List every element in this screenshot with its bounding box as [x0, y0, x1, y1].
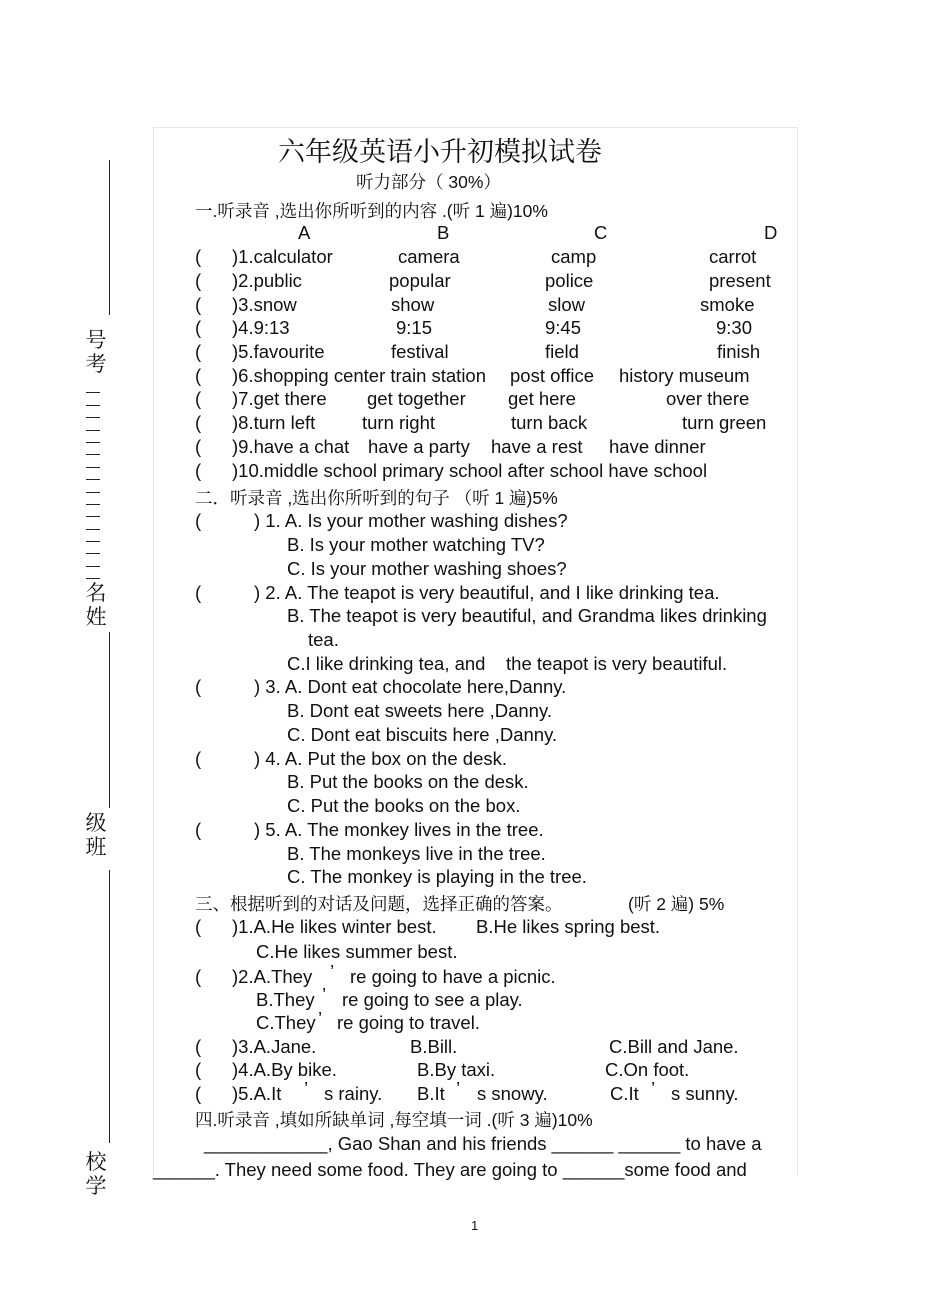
- choice-c: C. Put the books on the box.: [287, 795, 521, 816]
- item-option: turn right: [362, 412, 436, 433]
- item-option: get together: [367, 388, 466, 409]
- item-option: police: [545, 270, 594, 291]
- choice-b-continued: re going to see a play.: [342, 989, 523, 1010]
- item-option: present: [709, 270, 771, 291]
- choice-a: )4.A.By bike.: [232, 1059, 337, 1080]
- answer-bracket: (: [195, 510, 202, 531]
- item-option: slow: [548, 294, 586, 315]
- choice-a: ) 3. A. Dont eat chocolate here,Danny.: [254, 676, 567, 697]
- apostrophe: ’: [318, 1008, 323, 1029]
- item-option: )3.snow: [232, 294, 297, 315]
- item-option: )9.have a chat: [232, 436, 350, 457]
- choice-b: B. Dont eat sweets here ,Danny.: [287, 700, 552, 721]
- listening-subtitle: 听力部分（ 30%）: [356, 172, 501, 192]
- item-option: post office: [510, 365, 594, 386]
- item-option: finish: [717, 341, 761, 362]
- item-option: )6.shopping center train station: [232, 365, 487, 386]
- apostrophe: ’: [330, 961, 335, 982]
- cloze-line-2: ______. They need some food. They are going to ______some food and: [153, 1159, 747, 1180]
- item-option: )4.9:13: [232, 317, 290, 338]
- answer-bracket: (: [195, 246, 202, 267]
- answer-bracket: (: [195, 436, 202, 457]
- option-b: B: [437, 222, 450, 243]
- binding-line: [109, 632, 110, 808]
- item-option: carrot: [709, 246, 757, 267]
- answer-bracket: (: [195, 388, 202, 409]
- choice-c: C.They: [256, 1012, 316, 1033]
- apostrophe: ’: [456, 1078, 461, 1099]
- binding-line: [109, 160, 110, 315]
- item-option: turn back: [511, 412, 588, 433]
- answer-bracket: (: [195, 748, 202, 769]
- item-option: )1.calculator: [232, 246, 333, 267]
- option-d: D: [764, 222, 778, 243]
- choice-a: ) 5. A. The monkey lives in the tree.: [254, 819, 544, 840]
- choice-c: C. Dont eat biscuits here ,Danny.: [287, 724, 558, 745]
- answer-bracket: (: [195, 294, 202, 315]
- choice-c: C.He likes summer best.: [256, 941, 458, 962]
- exam-title: 六年级英语小升初模拟试卷: [278, 137, 602, 168]
- choice-c-continued: s sunny.: [671, 1083, 739, 1104]
- answer-bracket: (: [195, 916, 202, 937]
- choice-c: C. Is your mother washing shoes?: [287, 558, 567, 579]
- choice-a: ) 1. A. Is your mother washing dishes?: [254, 510, 568, 531]
- choice-a: )5.A.It: [232, 1083, 282, 1104]
- answer-bracket: (: [195, 1083, 202, 1104]
- apostrophe: ’: [322, 984, 327, 1005]
- choice-c: C. The monkey is playing in the tree.: [287, 866, 587, 887]
- answer-bracket: (: [195, 412, 202, 433]
- item-option: turn green: [682, 412, 767, 433]
- choice-c: C.It: [610, 1083, 639, 1104]
- choice-a: ) 2. A. The teapot is very beautiful, and I like drinking tea.: [254, 582, 720, 603]
- item-option: have a party: [368, 436, 470, 457]
- name-label: 名姓: [85, 581, 107, 629]
- part3-heading: 三、根据听到的对话及问题，选择正确的答案。: [195, 894, 563, 914]
- item-option: camera: [398, 246, 460, 267]
- exam-number-blank: [86, 381, 100, 579]
- item-option: field: [545, 341, 579, 362]
- cloze-line-1: ____________, Gao Shan and his friends ______ ______ to have a: [204, 1133, 762, 1154]
- choice-b-continued: s snowy.: [477, 1083, 548, 1104]
- choice-b: B.They: [256, 989, 315, 1010]
- item-option: )8.turn left: [232, 412, 316, 433]
- item-option: 9:30: [716, 317, 753, 338]
- item-option: festival: [391, 341, 449, 362]
- part4-heading: 四.听录音 ,填如所缺单词 ,每空填一词 .(听 3 遍)10%: [195, 1110, 593, 1130]
- item-option: camp: [551, 246, 597, 267]
- item-option: smoke: [700, 294, 755, 315]
- answer-bracket: (: [195, 460, 202, 481]
- item-option: popular: [389, 270, 451, 291]
- answer-bracket: (: [195, 341, 202, 362]
- choice-c-continued: re going to travel.: [337, 1012, 480, 1033]
- answer-bracket: (: [195, 270, 202, 291]
- choice-b: B.He likes spring best.: [476, 916, 661, 937]
- item-option: over there: [666, 388, 750, 409]
- part2-heading: 二．听录音 ,选出你所听到的句子 （听 1 遍)5%: [195, 488, 558, 508]
- choice-a-continued: s rainy.: [324, 1083, 383, 1104]
- choice-b: B. The teapot is very beautiful, and Grandma likes drinking: [287, 605, 767, 626]
- answer-bracket: (: [195, 582, 202, 603]
- answer-bracket: (: [195, 819, 202, 840]
- choice-a-continued: re going to have a picnic.: [350, 966, 556, 987]
- choice-c: C.On foot.: [605, 1059, 690, 1080]
- item-option: have dinner: [609, 436, 706, 457]
- choice-b-continued: tea.: [308, 629, 339, 650]
- part1-heading: 一.听录音 ,选出你所听到的内容 .(听 1 遍)10%: [195, 201, 548, 221]
- choice-b: B. Put the books on the desk.: [287, 771, 529, 792]
- binding-line: [109, 870, 110, 1143]
- option-a: A: [298, 222, 311, 243]
- page-number: 1: [471, 1218, 479, 1233]
- apostrophe: ’: [651, 1078, 656, 1099]
- choice-b: B.By taxi.: [417, 1059, 496, 1080]
- choice-b: B. The monkeys live in the tree.: [287, 843, 546, 864]
- school-label: 校学: [85, 1150, 107, 1198]
- part3-heading-tail: (听 2 遍) 5%: [628, 894, 725, 914]
- choice-b: B.Bill.: [410, 1036, 458, 1057]
- item-option: 9:15: [396, 317, 433, 338]
- item-option: have a rest: [491, 436, 583, 457]
- choice-b: B.It: [417, 1083, 445, 1104]
- choice-b: B. Is your mother watching TV?: [287, 534, 545, 555]
- item-option: 9:45: [545, 317, 582, 338]
- apostrophe: ’: [304, 1078, 309, 1099]
- item-option: )2.public: [232, 270, 302, 291]
- choice-a: )1.A.He likes winter best.: [232, 916, 437, 937]
- item-option: history museum: [619, 365, 750, 386]
- choice-a: )3.A.Jane.: [232, 1036, 317, 1057]
- item-option: )5.favourite: [232, 341, 325, 362]
- choice-c: C.I like drinking tea, and the teapot is very beautiful.: [287, 653, 728, 674]
- item-option: show: [391, 294, 435, 315]
- choice-a: )2.A.They: [232, 966, 313, 987]
- answer-bracket: (: [195, 1059, 202, 1080]
- answer-bracket: (: [195, 365, 202, 386]
- option-c: C: [594, 222, 608, 243]
- answer-bracket: (: [195, 1036, 202, 1057]
- class-label: 级班: [85, 811, 107, 859]
- exam-number-label: 号考: [85, 328, 107, 376]
- choice-c: C.Bill and Jane.: [609, 1036, 739, 1057]
- answer-bracket: (: [195, 966, 202, 987]
- item-option: get here: [508, 388, 576, 409]
- answer-bracket: (: [195, 317, 202, 338]
- item-option: )10.middle school primary school after school have school: [232, 460, 708, 481]
- answer-bracket: (: [195, 676, 202, 697]
- item-option: )7.get there: [232, 388, 327, 409]
- choice-a: ) 4. A. Put the box on the desk.: [254, 748, 507, 769]
